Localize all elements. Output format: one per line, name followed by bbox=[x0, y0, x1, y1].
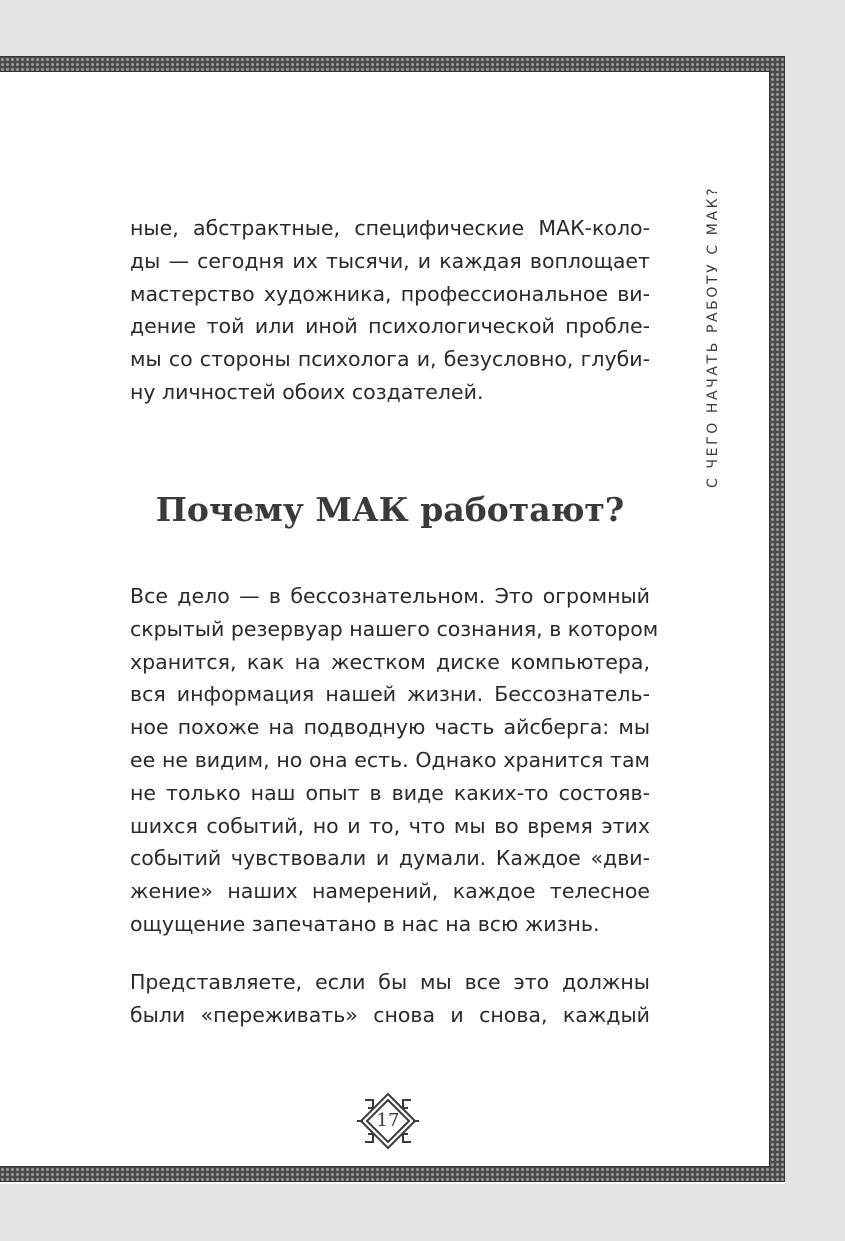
page-number: 17 bbox=[376, 1110, 400, 1131]
border-rule bbox=[0, 1181, 785, 1182]
text-line: шихся событий, но и то, что мы во время этих bbox=[130, 813, 650, 838]
border-rule bbox=[769, 71, 770, 1167]
ornamental-border-right bbox=[770, 57, 784, 1181]
text-line: дение той или иной психологической пробле- bbox=[130, 314, 650, 339]
text-line: вся информация нашей жизни. Бессознатель- bbox=[130, 682, 650, 707]
paragraph-1 bbox=[130, 212, 650, 409]
running-head: С ЧЕГО НАЧАТЬ РАБОТУ С МАК? bbox=[705, 185, 721, 488]
text-line: событий чувствовали и думали. Каждое «дви- bbox=[130, 846, 650, 871]
text-line: ные, абстрактные, специфические МАК-коло- bbox=[130, 216, 650, 240]
text-line: мастерство художника, профессиональное ви- bbox=[130, 281, 650, 306]
border-rule bbox=[0, 56, 785, 57]
text-line: Все дело — в бессознательном. Это огромный bbox=[130, 584, 650, 608]
text-line: ну личностей обоих создателей. bbox=[130, 379, 484, 404]
text-line: ды — сегодня их тысячи, и каждая воплощает bbox=[130, 248, 650, 273]
section-heading: Почему МАК работают? bbox=[155, 490, 625, 529]
page-number-ornament bbox=[353, 1090, 423, 1152]
ornamental-border-bottom bbox=[0, 1167, 784, 1181]
text-line: не только наш опыт в виде каких-то состояв- bbox=[130, 780, 650, 805]
border-rule bbox=[0, 1166, 770, 1167]
text-line: мы со стороны психолога и, безусловно, глуби- bbox=[130, 347, 650, 372]
text-line: были «переживать» снова и снова, каждый bbox=[130, 1002, 650, 1027]
paragraph-3 bbox=[130, 966, 650, 1032]
text-line: ее не видим, но она есть. Однако хранится там bbox=[130, 747, 650, 772]
text-line: ощущение запечатано в нас на всю жизнь. bbox=[130, 911, 600, 936]
text-line: жение» наших намерений, каждое телесное bbox=[130, 879, 650, 904]
border-rule bbox=[784, 56, 785, 1182]
text-line: хранится, как на жестком диске компьютера, bbox=[130, 649, 650, 674]
text-line: ное похоже на подводную часть айсберга: мы bbox=[130, 715, 650, 740]
border-rule bbox=[0, 71, 770, 72]
text-line: скрытый резервуар нашего сознания, в котором bbox=[130, 616, 659, 641]
paragraph-2 bbox=[130, 580, 659, 941]
text-line: Представляете, если бы мы все это должны bbox=[130, 970, 650, 994]
ornamental-border-top bbox=[0, 57, 784, 71]
